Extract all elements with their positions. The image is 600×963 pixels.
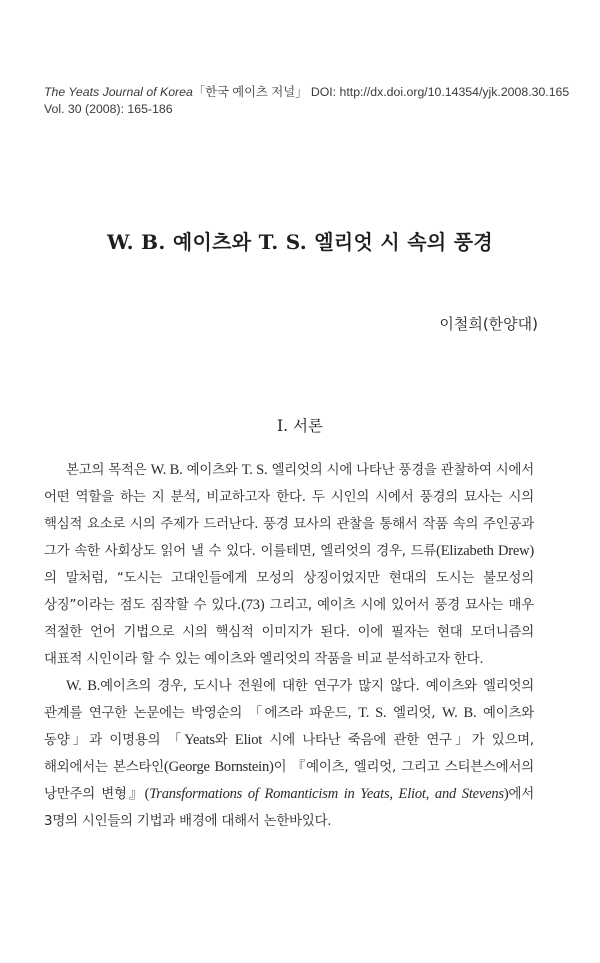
text-run-latin: (George Bornstein) [163, 759, 274, 775]
text-run: 와 [214, 733, 235, 748]
paper-title: W. B. 예이츠와 T. S. 엘리엇 시 속의 풍경 [106, 230, 494, 254]
text-run-latin: W. B. [150, 462, 183, 478]
text-run: 시에 나타난 죽음에 관한 연구」가 있으며, 해외에서는 본스타인 [44, 733, 534, 775]
text-run-latin: W. B. [441, 705, 477, 721]
section-heading: I. 서론 [277, 417, 323, 435]
journal-citation-line [44, 84, 570, 101]
text-run: 그리고, 예이츠 시에 있어서 풍경 묘사는 매우 적절한 언어 기법으로 시의 핵심적 이미지가 된다. 이에 필자는 현대 모더니즘의 대표적 시인이라 할 수 있는 예이츠와 엘리엇의 작품을 비교 분석하고자 한다. [44, 598, 535, 667]
text-run: 이라는 점도 짐작할 수 있다. [76, 598, 242, 613]
text-run-latin: Yeats [184, 732, 215, 748]
text-run: 예이츠의 경우, 도시나 전원에 대한 연구가 많지 않다. 예이츠와 엘리엇의 관계를 연구한 논문에는 박영순의 「에즈라 파운드, [44, 679, 534, 721]
journal-name-ko: 「한국 예이츠 저널」 [192, 85, 308, 99]
text-run: 엘리엇의 시에 나타난 풍경을 관찰하여 시에서 어떤 역할을 하는 지 분석, 비교하고자 한다. 두 시인의 시에서 풍경의 묘사는 시의 핵심적 요소로 시의 주제가 드러난다. 풍경 묘사의 관찰을 통해서 작품 속의 주인공과 그가 속한 사회상도 읽어 낼 수 있다. 이를테면, 엘리엇의 경우, 드류 [44, 463, 535, 559]
text-run-latin: (Elizabeth Drew) [436, 543, 534, 559]
text-run: 이 『예이츠, 엘리엇, 그리고 스티븐스에서의 낭만주의 변형』 [44, 760, 534, 802]
volume-info: Vol. 30 (2008): 165-186 [44, 102, 173, 116]
doi-text: DOI: http://dx.doi.org/10.14354/yjk.2008.30.165 [307, 85, 570, 99]
text-run-latin: T. S. [358, 705, 387, 721]
quotation: “도시는 고대인들에게 모성의 상징이었지만 현대의 도시는 불모성의 상징” [44, 571, 534, 613]
text-run: 의 말처럼, [44, 571, 117, 586]
text-run-latin: W. B. [66, 678, 101, 694]
text-run: 에서 3명의 시인들의 기법과 배경에 대해서 논한바있다. [44, 787, 534, 829]
book-title-en: Transformations of Romanticism in Yeats, Eliot, and Stevens [149, 786, 504, 802]
citation: (73) [241, 597, 265, 613]
text-run: 엘리엇, [386, 706, 442, 721]
paragraph-1 [44, 457, 534, 673]
text-run: 본고의 목적은 [66, 463, 151, 478]
text-run: 예이츠와 동양」과 이명용의 「 [44, 706, 534, 748]
paragraph-2: W. B.예이츠의 경우, 도시나 전원에 대한 연구가 많지 않다. 예이츠와 엘리엇의 관계를 연구한 논문에는 박영순의 「에즈라 파운드, T. S. 엘리엇, W. B. 예이츠와 동양」과 이명용의 「Yeats와 Eliot 시에 나타난 죽음에 관한 연구」가 있으며, 해외에서는 본스타인(George Bornstein)이 『예이츠, 엘리엇, 그리고 스티븐스에서의 낭만주의 변형』(Transformations of Romanticism in Yeats, Eliot, and Stevens)에서 3명의 시인들의 기법과 배경에 대해서 논한바있다. [44, 678, 534, 829]
text-run-latin: Eliot [234, 732, 263, 748]
journal-name-en: The Yeats Journal of Korea [44, 85, 193, 99]
journal-header [44, 84, 570, 118]
text-run: 예이츠와 [182, 463, 242, 478]
author-affiliation: 이철희(한양대) [439, 315, 538, 333]
text-run-latin: T. S. [241, 462, 268, 478]
body-text [44, 457, 534, 835]
